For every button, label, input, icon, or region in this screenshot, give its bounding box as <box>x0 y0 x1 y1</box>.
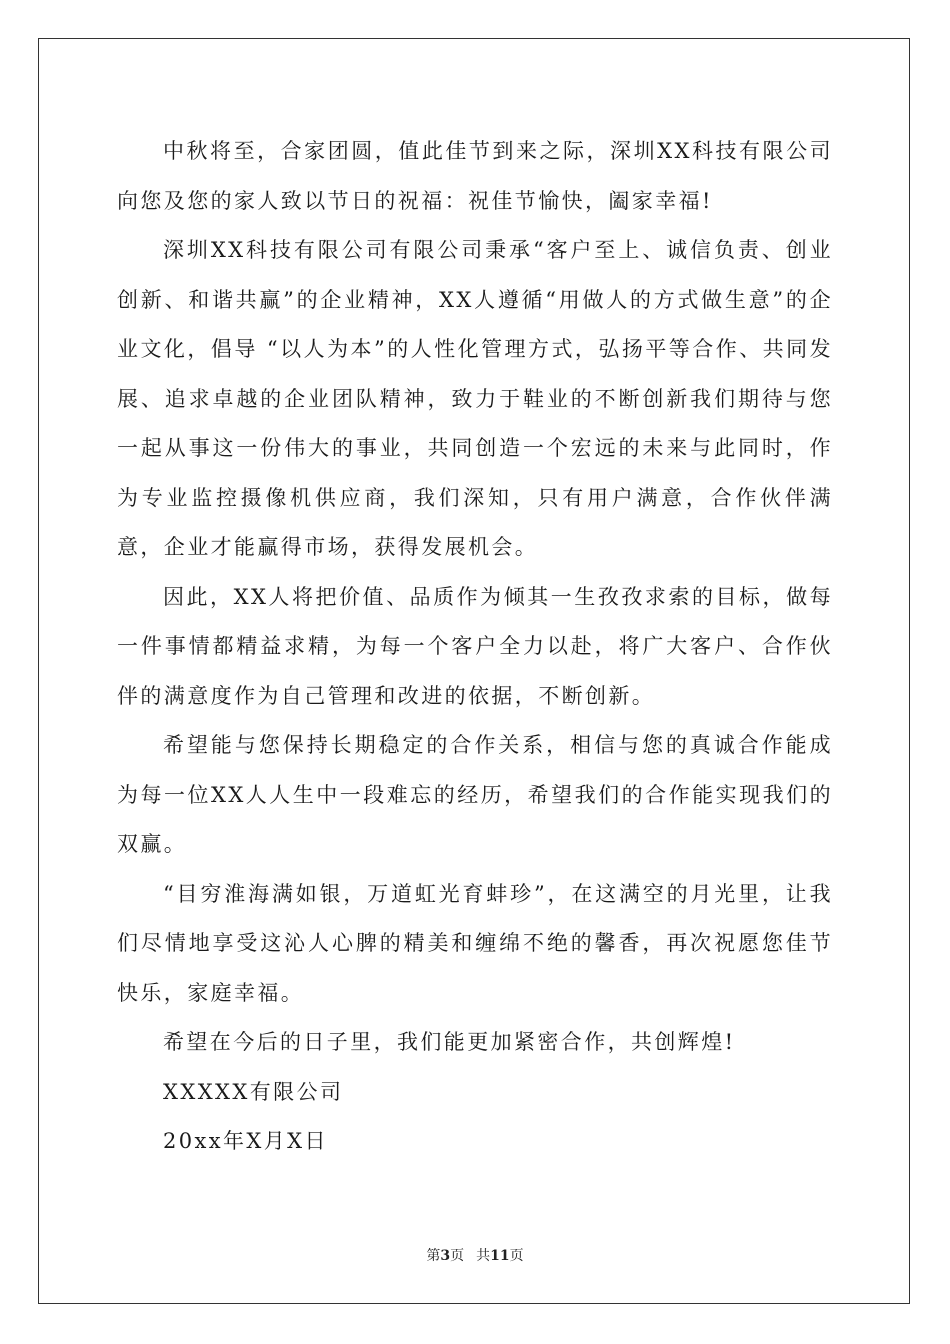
paragraph-poem-wishes: “目穷淮海满如银，万道虹光育蚌珍”，在这满空的月光里，让我们尽情地享受这沁人心脾的精美和缠绵不绝的馨香，再次祝愿您佳节快乐，家庭幸福。 <box>117 881 833 1005</box>
total-prefix: 共 <box>476 1248 491 1264</box>
page-number-footer <box>0 1247 950 1265</box>
page-unit: 页 <box>450 1248 465 1264</box>
letter-body <box>117 127 833 1167</box>
page-prefix: 第 <box>426 1248 441 1264</box>
paragraph-closing: 希望在今后的日子里，我们能更加紧密合作，共创辉煌! <box>163 1030 736 1054</box>
paragraph-quality-goal: 因此，XX人将把价值、品质作为倾其一生孜孜求索的目标，做每一件事情都精益求精，为每一个客户全力以赴，将广大客户、合作伙伴的满意度作为自己管理和改进的依据，不断创新。 <box>117 584 833 708</box>
total-unit: 页 <box>509 1248 524 1264</box>
paragraph-greeting: 中秋将至，合家团圆，值此佳节到来之际，深圳XX科技有限公司向您及您的家人致以节日的祝福：祝佳节愉快，阖家幸福! <box>117 139 833 213</box>
signature-company: XXXXX有限公司 <box>163 1079 344 1104</box>
paragraph-company-spirit: 深圳XX科技有限公司有限公司秉承“客户至上、诚信负责、创业创新、和谐共赢”的企业精神，XX人遵循“用做人的方式做生意”的企业文化，倡导 “以人为本”的人性化管理方式，弘扬平等合作、共同发展、追求卓越的企业团队精神，致力于鞋业的不断创新我们期待与您一起从事这一份伟大的事业，共同创造一个宏远的未来与此同时，作为专业监控摄像机供应商，我们深知，只有用户满意，合作伙伴满意，企业才能赢得市场，获得发展机会。 <box>117 238 833 559</box>
signature-date: 20xx年X月X日 <box>163 1129 328 1153</box>
page-current: 3 <box>440 1248 451 1264</box>
paragraph-cooperation-hope: 希望能与您保持长期稳定的合作关系，相信与您的真诚合作能成为每一位XX人人生中一段难忘的经历，希望我们的合作能实现我们的双赢。 <box>117 733 833 856</box>
page-total: 11 <box>490 1248 510 1264</box>
